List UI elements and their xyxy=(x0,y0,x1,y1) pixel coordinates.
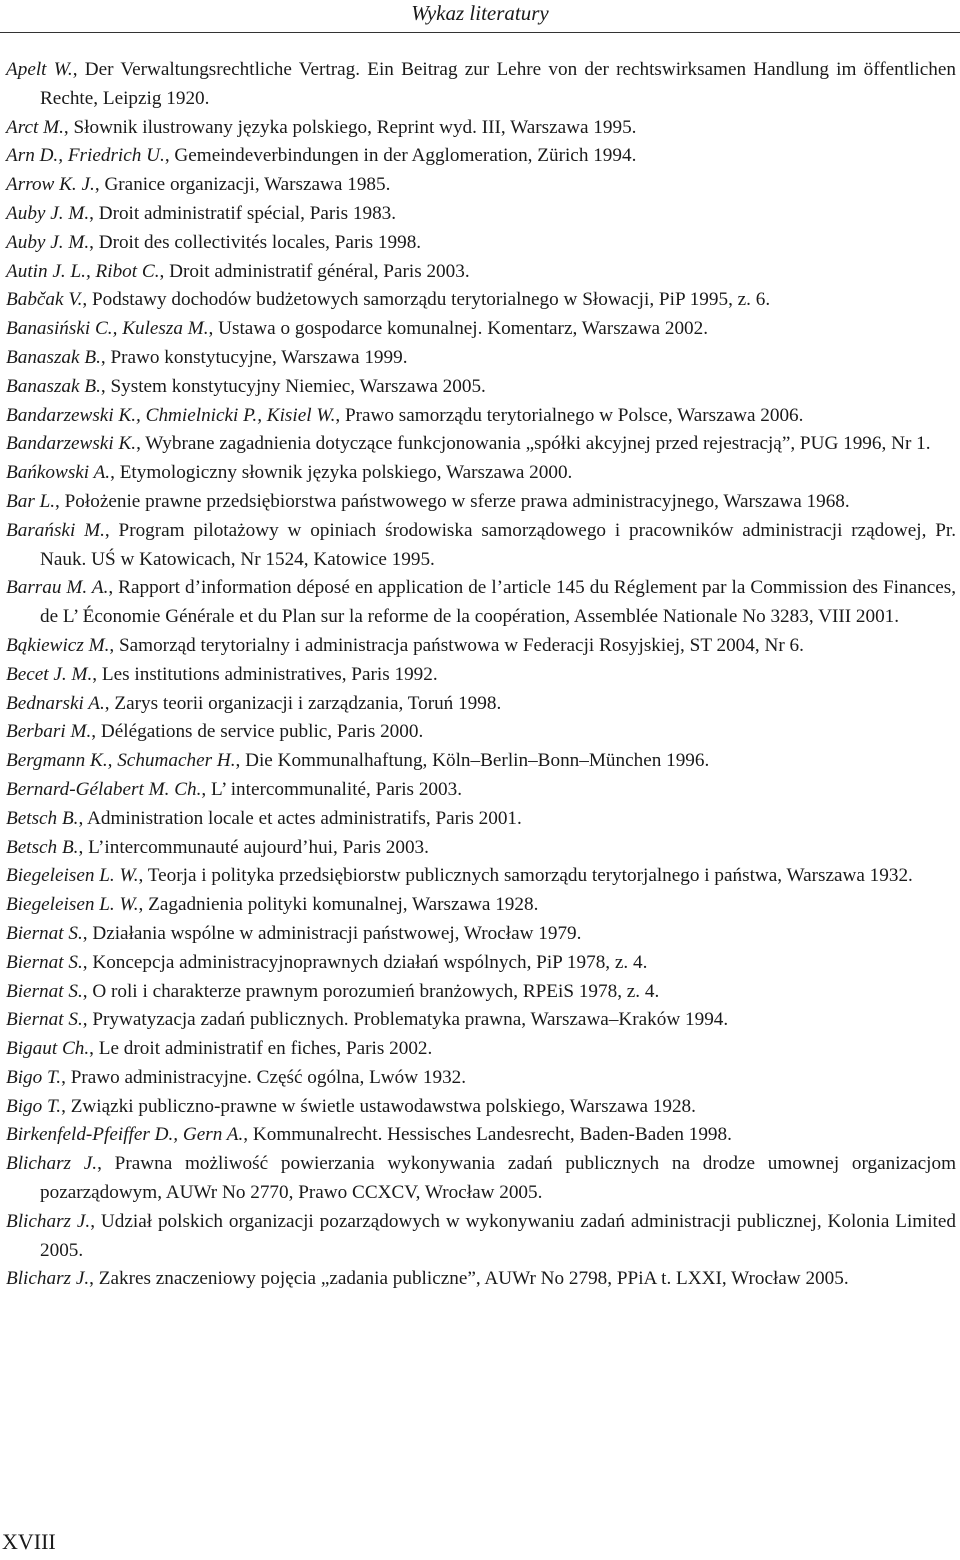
entry-text: , Granice organizacji, Warszawa 1985. xyxy=(94,174,391,196)
entry-author: Barański M. xyxy=(6,519,105,541)
entry-author: Biernat S. xyxy=(6,980,83,1002)
bibliography-entry xyxy=(6,718,956,747)
entry-text: , Droit administratif spécial, Paris 1983. xyxy=(89,202,397,224)
entry-author: Arrow K. J. xyxy=(6,174,95,196)
entry-author: Banaszak B. xyxy=(6,346,101,368)
entry-text: , Gemeindeverbindungen in der Agglomeration, Zürich 1994. xyxy=(164,145,637,167)
entry-text: , System konstytucyjny Niemiec, Warszawa 2005. xyxy=(100,375,486,397)
bibliography-entry xyxy=(6,459,956,488)
entry-author: Banasiński C., Kulesza M. xyxy=(6,318,209,340)
entry-author: Bąkiewicz M. xyxy=(6,634,110,656)
entry-author: Becet J. M. xyxy=(6,663,93,685)
entry-text: , Zagadnienia polityki komunalnej, Warszawa 1928. xyxy=(138,894,539,916)
bibliography-entry xyxy=(6,488,956,517)
entry-text: , Le droit administratif en fiches, Paris 2002. xyxy=(89,1038,433,1060)
bibliography-entry xyxy=(6,920,956,949)
bibliography-entry xyxy=(6,747,956,776)
entry-author: Apelt W. xyxy=(6,59,73,80)
bibliography-entry xyxy=(6,1093,956,1122)
entry-text: , Udział polskich organizacji pozarządowych w wykonywaniu zadań administracji publicznej, Kolonia Limited 2005. xyxy=(40,1210,956,1261)
entry-text: , Droit administratif général, Paris 2003. xyxy=(159,260,470,282)
entry-author: Banaszak B. xyxy=(6,375,101,397)
bibliography-entry xyxy=(6,200,956,229)
entry-text: , Prawo konstytucyjne, Warszawa 1999. xyxy=(100,346,408,368)
entry-text: , Zarys teorii organizacji i zarządzania, Toruń 1998. xyxy=(104,692,502,714)
entry-author: Arn D., Friedrich U. xyxy=(6,145,165,167)
entry-author: Bandarzewski K. xyxy=(6,433,137,455)
bibliography-entry xyxy=(6,661,956,690)
bibliography-entry xyxy=(6,171,956,200)
entry-text: , Działania wspólne w administracji państwowej, Wrocław 1979. xyxy=(82,922,582,944)
bibliography-entry xyxy=(6,574,956,632)
bibliography-entry xyxy=(6,1150,956,1208)
entry-author: Bigaut Ch. xyxy=(6,1038,90,1060)
entry-text: , Les institutions administratives, Paris 1992. xyxy=(92,663,438,685)
entry-text: , Program pilotażowy w opiniach środowiska samorządowego i pracowników administracji rządowej, Pr. Nauk. UŚ w Katowicach, Nr 1524, Katowice 1995. xyxy=(40,519,956,570)
bibliography-entry xyxy=(6,286,956,315)
entry-text: , Wybrane zagadnienia dotyczące funkcjonowania „spółki akcyjnej przed rejestracją”, PUG 1996, Nr 1. xyxy=(136,433,931,455)
entry-text: , Zakres znaczeniowy pojęcia „zadania publiczne”, AUWr No 2798, PPiA t. LXXI, Wrocław 2005. xyxy=(89,1268,849,1290)
bibliography-entry xyxy=(6,862,956,891)
entry-author: Bar L. xyxy=(6,490,56,512)
entry-text: , Teorja i polityka przedsiębiorstw publicznych samorządu terytorjalnego i państwa, Warszawa 1932. xyxy=(138,865,913,887)
bibliography-entry xyxy=(6,430,956,459)
bibliography-entry xyxy=(6,1064,956,1093)
bibliography-entry xyxy=(6,776,956,805)
entry-author: Berbari M. xyxy=(6,721,92,743)
entry-author: Autin J. L., Ribot C. xyxy=(6,260,160,282)
header-rule xyxy=(0,32,960,33)
entry-text: , L’ intercommunalité, Paris 2003. xyxy=(201,778,462,800)
entry-text: , O roli i charakterze prawnym porozumień branżowych, RPEiS 1978, z. 4. xyxy=(82,980,660,1002)
bibliography-list xyxy=(6,56,956,1294)
entry-author: Blicharz J. xyxy=(6,1268,90,1290)
entry-text: , Prawo samorządu terytorialnego w Polsce, Warszawa 2006. xyxy=(335,404,804,426)
entry-author: Bigo T. xyxy=(6,1066,62,1088)
entry-author: Barrau M. A. xyxy=(6,577,109,599)
entry-author: Birkenfeld-Pfeiffer D., Gern A. xyxy=(6,1124,244,1146)
entry-author: Blicharz J. xyxy=(6,1153,98,1175)
entry-author: Blicharz J. xyxy=(6,1210,91,1232)
entry-text: , Związki publiczno-prawne w świetle ustawodawstwa polskiego, Warszawa 1928. xyxy=(61,1095,696,1117)
entry-author: Babčak V. xyxy=(6,289,83,311)
bibliography-entry xyxy=(6,632,956,661)
bibliography-entry xyxy=(6,142,956,171)
bibliography-entry xyxy=(6,1265,956,1294)
entry-text: , Administration locale et actes administratifs, Paris 2001. xyxy=(78,807,522,829)
entry-author: Auby J. M. xyxy=(6,231,90,253)
entry-author: Arct M. xyxy=(6,116,64,138)
entry-author: Bigo T. xyxy=(6,1095,62,1117)
bibliography-entry xyxy=(6,402,956,431)
entry-author: Bandarzewski K., Chmielnicki P., Kisiel W. xyxy=(6,404,336,426)
entry-text: , Rapport d’information déposé en application de l’article 145 du Réglement par la Commission des Finances, de L’ Économie Générale et du Plan sur la reforme de la coopération, Assemblée Nationale No 3283, VIII 2001. xyxy=(40,577,957,628)
entry-author: Biegeleisen L. W. xyxy=(6,865,139,887)
entry-text: , L’intercommunauté aujourd’hui, Paris 2003. xyxy=(78,836,429,858)
entry-author: Bańkowski A. xyxy=(6,462,111,484)
entry-text: , Ustawa o gospodarce komunalnej. Komentarz, Warszawa 2002. xyxy=(208,318,709,340)
entry-text: , Kommunalrecht. Hessisches Landesrecht, Baden-Baden 1998. xyxy=(243,1124,732,1146)
bibliography-entry xyxy=(6,1035,956,1064)
entry-author: Betsch B. xyxy=(6,807,79,829)
bibliography-entry xyxy=(6,1121,956,1150)
entry-text: , Prywatyzacja zadań publicznych. Problematyka prawna, Warszawa–Kraków 1994. xyxy=(82,1009,729,1031)
entry-text: , Koncepcja administracyjnoprawnych działań wspólnych, PiP 1978, z. 4. xyxy=(82,951,648,973)
running-header: Wykaz literatury xyxy=(411,1,549,25)
entry-text: , Etymologiczny słownik języka polskiego, Warszawa 2000. xyxy=(110,462,573,484)
entry-text: , Podstawy dochodów budżetowych samorządu terytorialnego w Słowacji, PiP 1995, z. 6. xyxy=(82,289,771,311)
page-number: XVIII xyxy=(2,1529,56,1554)
bibliography-entry xyxy=(6,315,956,344)
bibliography-entry xyxy=(6,344,956,373)
bibliography-entry xyxy=(6,834,956,863)
entry-author: Auby J. M. xyxy=(6,202,90,224)
bibliography-entry xyxy=(6,114,956,143)
entry-text: , Prawo administracyjne. Część ogólna, Lwów 1932. xyxy=(61,1066,467,1088)
entry-text: , Die Kommunalhaftung, Köln–Berlin–Bonn–München 1996. xyxy=(235,750,710,772)
bibliography-entry xyxy=(6,891,956,920)
entry-text: , Słownik ilustrowany języka polskiego, Reprint wyd. III, Warszawa 1995. xyxy=(63,116,637,138)
entry-text: , Położenie prawne przedsiębiorstwa państwowego w sferze prawa administracyjnego, Warszawa 1968. xyxy=(55,490,850,512)
entry-text: , Délégations de service public, Paris 2000. xyxy=(91,721,424,743)
entry-text: , Droit des collectivités locales, Paris 1998. xyxy=(89,231,422,253)
entry-author: Biernat S. xyxy=(6,922,83,944)
bibliography-entry xyxy=(6,1208,956,1266)
bibliography-entry xyxy=(6,1006,956,1035)
entry-text: , Der Verwaltungsrechtliche Vertrag. Ein Beitrag zur Lehre von der rechtswirksamen Handlung im öffentlichen Rechte, Leipzig 1920. xyxy=(40,59,956,109)
entry-author: Biegeleisen L. W. xyxy=(6,894,139,916)
bibliography-entry xyxy=(6,978,956,1007)
entry-text: , Prawna możliwość powierzania wykonywania zadań publicznych na drodze umownej organizacjom pozarządowym, AUWr No 2770, Prawo CCXCV, Wrocław 2005. xyxy=(40,1153,956,1204)
bibliography-entry xyxy=(6,949,956,978)
entry-author: Bednarski A. xyxy=(6,692,105,714)
bibliography-entry xyxy=(6,56,956,114)
entry-text: , Samorząd terytorialny i administracja państwowa w Federacji Rosyjskiej, ST 2004, Nr 6. xyxy=(109,634,804,656)
entry-author: Biernat S. xyxy=(6,951,83,973)
bibliography-entry xyxy=(6,517,956,575)
entry-author: Betsch B. xyxy=(6,836,79,858)
bibliography-entry xyxy=(6,805,956,834)
bibliography-entry xyxy=(6,690,956,719)
bibliography-entry xyxy=(6,373,956,402)
entry-author: Bergmann K., Schumacher H. xyxy=(6,750,236,772)
entry-author: Bernard-Gélabert M. Ch. xyxy=(6,778,202,800)
bibliography-entry xyxy=(6,229,956,258)
entry-author: Biernat S. xyxy=(6,1009,83,1031)
bibliography-entry xyxy=(6,258,956,287)
